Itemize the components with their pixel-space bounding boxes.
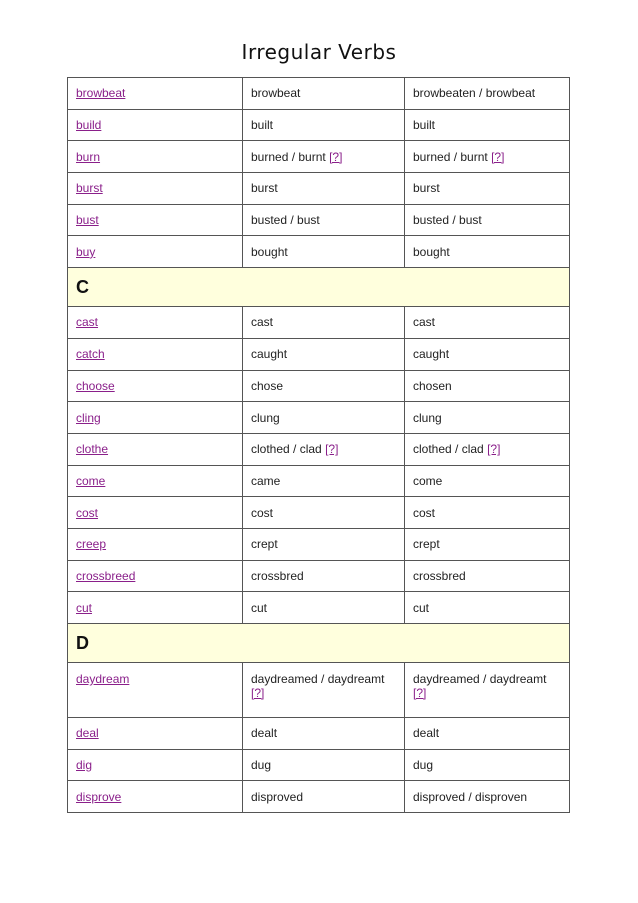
verb-link[interactable]: bust: [76, 213, 99, 228]
table-row: [68, 663, 570, 718]
reference-link[interactable]: [?]: [325, 442, 339, 457]
past-simple-text: burned / burnt: [251, 149, 326, 164]
verb-link[interactable]: cost: [76, 505, 99, 520]
table-row: [68, 592, 570, 624]
past-simple-cell: [243, 465, 405, 497]
past-participle-cell: [405, 307, 570, 339]
past-participle-text: bought: [413, 244, 450, 259]
past-simple-text: cast: [251, 315, 274, 330]
past-simple-text: cut: [251, 600, 268, 615]
past-simple-text: clothed / clad: [251, 442, 322, 457]
past-participle-cell: [405, 338, 570, 370]
past-simple-text: caught: [251, 347, 288, 362]
past-participle-cell: [405, 528, 570, 560]
past-participle-cell: [405, 592, 570, 624]
verb-link[interactable]: burn: [76, 149, 101, 164]
verb-link[interactable]: cling: [76, 410, 101, 425]
verb-link[interactable]: dig: [76, 758, 93, 773]
table-row: [68, 236, 570, 268]
verb-link[interactable]: choose: [76, 378, 115, 393]
verb-link[interactable]: browbeat: [76, 86, 126, 101]
past-participle-cell: [405, 718, 570, 750]
past-simple-text: disproved: [251, 789, 304, 804]
past-simple-cell: [243, 370, 405, 402]
past-simple-text: browbeat: [251, 86, 301, 101]
past-participle-cell: [405, 781, 570, 813]
page-title: Irregular Verbs: [241, 40, 397, 64]
past-participle-text: clothed / clad: [413, 442, 484, 457]
past-simple-cell: [243, 433, 405, 465]
base-form-cell: [68, 718, 243, 750]
base-form-cell: [68, 663, 243, 718]
past-simple-cell: [243, 749, 405, 781]
letter-section-row: [68, 268, 570, 307]
past-participle-text: dug: [413, 758, 434, 773]
past-simple-text: bought: [251, 244, 288, 259]
verb-link[interactable]: buy: [76, 244, 96, 259]
section-letter: D: [68, 624, 570, 663]
past-participle-cell: [405, 236, 570, 268]
past-simple-cell: [243, 338, 405, 370]
table-row: [68, 433, 570, 465]
past-participle-cell: [405, 78, 570, 110]
table-row: [68, 528, 570, 560]
table-row: [68, 338, 570, 370]
past-participle-text: browbeaten / browbeat: [413, 86, 536, 101]
table-row: [68, 402, 570, 434]
past-simple-cell: [243, 592, 405, 624]
past-simple-text: crept: [251, 537, 278, 552]
past-participle-text: chosen: [413, 378, 452, 393]
past-simple-cell: [243, 497, 405, 529]
base-form-cell: [68, 592, 243, 624]
verb-link[interactable]: cast: [76, 315, 99, 330]
past-participle-text: burst: [413, 181, 440, 196]
past-participle-text: disproved / disproven: [413, 789, 528, 804]
past-simple-cell: [243, 204, 405, 236]
past-simple-cell: [243, 528, 405, 560]
verb-link[interactable]: disprove: [76, 789, 122, 804]
past-simple-text: clung: [251, 410, 280, 425]
past-simple-text: dealt: [251, 726, 278, 741]
base-form-cell: [68, 528, 243, 560]
past-simple-cell: [243, 663, 405, 718]
table-row: [68, 465, 570, 497]
past-simple-cell: [243, 141, 405, 173]
irregular-verbs-table: [67, 77, 570, 813]
table-row: [68, 781, 570, 813]
table-row: [68, 109, 570, 141]
past-participle-text: crossbred: [413, 568, 466, 583]
past-participle-cell: [405, 663, 570, 718]
base-form-cell: [68, 307, 243, 339]
past-participle-text: come: [413, 473, 443, 488]
past-simple-cell: [243, 78, 405, 110]
past-participle-cell: [405, 204, 570, 236]
verb-link[interactable]: build: [76, 118, 102, 133]
verb-link[interactable]: crossbreed: [76, 568, 136, 583]
past-simple-cell: [243, 781, 405, 813]
past-simple-cell: [243, 560, 405, 592]
base-form-cell: [68, 560, 243, 592]
past-participle-text: dealt: [413, 726, 440, 741]
past-participle-text: daydreamed / daydreamt: [413, 672, 547, 686]
past-participle-text: caught: [413, 347, 450, 362]
table-row: [68, 560, 570, 592]
table-row: [68, 497, 570, 529]
base-form-cell: [68, 78, 243, 110]
base-form-cell: [68, 204, 243, 236]
past-simple-text: dug: [251, 758, 272, 773]
past-simple-text: busted / bust: [251, 213, 320, 228]
past-participle-cell: [405, 370, 570, 402]
past-participle-cell: [405, 497, 570, 529]
past-participle-text: built: [413, 118, 436, 133]
verb-link[interactable]: deal: [76, 726, 99, 741]
past-participle-text: cost: [413, 505, 436, 520]
verb-link[interactable]: clothe: [76, 442, 109, 457]
base-form-cell: [68, 236, 243, 268]
base-form-cell: [68, 109, 243, 141]
past-participle-cell: [405, 109, 570, 141]
table-row: [68, 749, 570, 781]
verb-link[interactable]: burst: [76, 181, 103, 196]
past-simple-text: daydreamed / daydreamt: [251, 672, 385, 686]
base-form-cell: [68, 141, 243, 173]
past-simple-cell: [243, 718, 405, 750]
base-form-cell: [68, 370, 243, 402]
base-form-cell: [68, 338, 243, 370]
verb-link[interactable]: catch: [76, 347, 105, 362]
past-participle-cell: [405, 141, 570, 173]
verb-link[interactable]: cut: [76, 600, 93, 615]
past-participle-cell: [405, 749, 570, 781]
verb-link[interactable]: creep: [76, 537, 107, 552]
reference-link[interactable]: [?]: [329, 149, 343, 164]
past-participle-text: cast: [413, 315, 436, 330]
past-simple-cell: [243, 402, 405, 434]
past-simple-text: built: [251, 118, 274, 133]
past-simple-text: cost: [251, 505, 274, 520]
table-row: [68, 370, 570, 402]
past-simple-cell: [243, 307, 405, 339]
past-simple-text: came: [251, 473, 281, 488]
base-form-cell: [68, 402, 243, 434]
base-form-cell: [68, 433, 243, 465]
table-row: [68, 173, 570, 205]
past-participle-text: burned / burnt: [413, 149, 488, 164]
past-participle-text: clung: [413, 410, 442, 425]
table-row: [68, 718, 570, 750]
table-row: [68, 307, 570, 339]
reference-link[interactable]: [?]: [413, 686, 427, 700]
base-form-cell: [68, 497, 243, 529]
past-simple-cell: [243, 236, 405, 268]
past-simple-cell: [243, 173, 405, 205]
past-participle-cell: [405, 465, 570, 497]
table-row: [68, 141, 570, 173]
base-form-cell: [68, 781, 243, 813]
section-letter: C: [68, 268, 570, 307]
past-participle-cell: [405, 402, 570, 434]
base-form-cell: [68, 749, 243, 781]
past-simple-text: chose: [251, 378, 284, 393]
past-participle-cell: [405, 560, 570, 592]
reference-link[interactable]: [?]: [251, 686, 265, 700]
verb-link[interactable]: daydream: [76, 672, 130, 686]
verb-table-body: [68, 78, 570, 813]
base-form-cell: [68, 173, 243, 205]
verb-link[interactable]: come: [76, 473, 106, 488]
base-form-cell: [68, 465, 243, 497]
past-simple-cell: [243, 109, 405, 141]
past-participle-text: crept: [413, 537, 440, 552]
table-row: [68, 204, 570, 236]
reference-link[interactable]: [?]: [491, 149, 505, 164]
past-simple-text: burst: [251, 181, 278, 196]
table-row: [68, 78, 570, 110]
past-participle-text: cut: [413, 600, 430, 615]
past-simple-text: crossbred: [251, 568, 304, 583]
reference-link[interactable]: [?]: [487, 442, 501, 457]
past-participle-cell: [405, 173, 570, 205]
past-participle-text: busted / bust: [413, 213, 482, 228]
past-participle-cell: [405, 433, 570, 465]
letter-section-row: [68, 624, 570, 663]
